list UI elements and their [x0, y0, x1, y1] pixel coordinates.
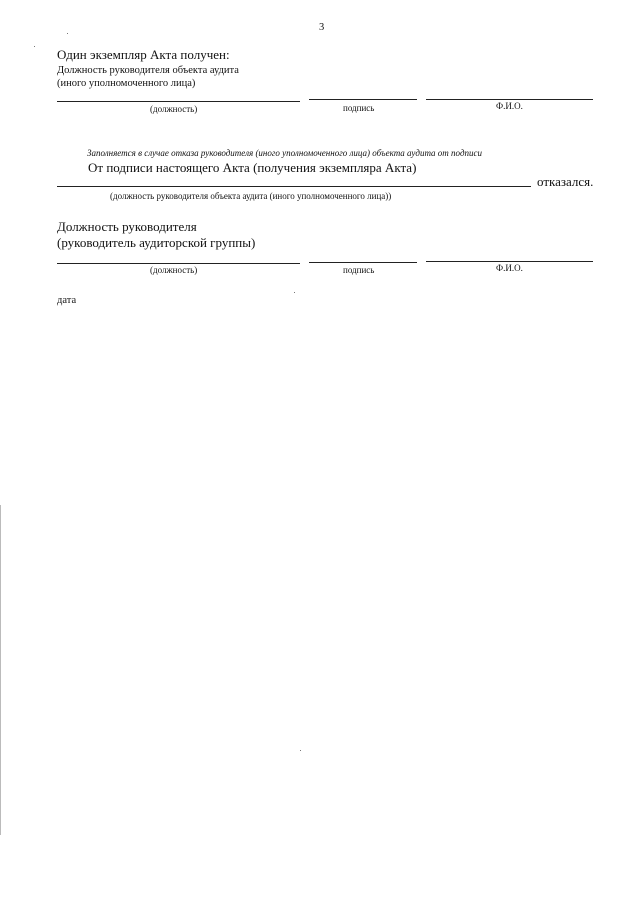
receipt-caption-name: Ф.И.О.: [496, 101, 523, 111]
head-line2: (руководитель аудиторской группы): [57, 235, 256, 250]
head-line1: Должность руководителя: [57, 219, 197, 234]
scan-edge-mark: [0, 505, 1, 835]
refusal-statement: От подписи настоящего Акта (получения экземпляра Акта): [88, 160, 417, 175]
receipt-position-line: [57, 101, 300, 102]
scan-speck: [67, 33, 68, 34]
receipt-heading: Один экземпляр Акта получен:: [57, 47, 230, 62]
scan-speck: [300, 750, 301, 751]
refusal-position-line: [57, 186, 531, 187]
receipt-caption-signature: подпись: [343, 103, 375, 113]
receipt-role-line2: (иного уполномоченного лица): [57, 78, 196, 89]
scan-speck: [294, 292, 295, 293]
refusal-refused: отказался.: [537, 174, 594, 189]
head-caption-name: Ф.И.О.: [496, 263, 523, 273]
receipt-name-line: [426, 99, 593, 100]
receipt-signature-line: [309, 99, 417, 100]
head-position-line: [57, 263, 300, 264]
head-caption-position: (должность): [150, 265, 198, 275]
head-caption-signature: подпись: [343, 265, 375, 275]
refusal-note: Заполняется в случае отказа руководителя (иного уполномоченного лица) объекта аудита от подписи: [87, 148, 482, 158]
head-name-line: [426, 261, 593, 262]
page-number: 3: [319, 22, 325, 33]
head-signature-line: [309, 262, 417, 263]
receipt-role-line1: Должность руководителя объекта аудита: [57, 65, 239, 76]
refusal-caption: (должность руководителя объекта аудита (иного уполномоченного лица)): [110, 191, 392, 201]
date-label: дата: [57, 295, 77, 306]
scan-speck: [34, 46, 35, 47]
receipt-caption-position: (должность): [150, 104, 198, 114]
